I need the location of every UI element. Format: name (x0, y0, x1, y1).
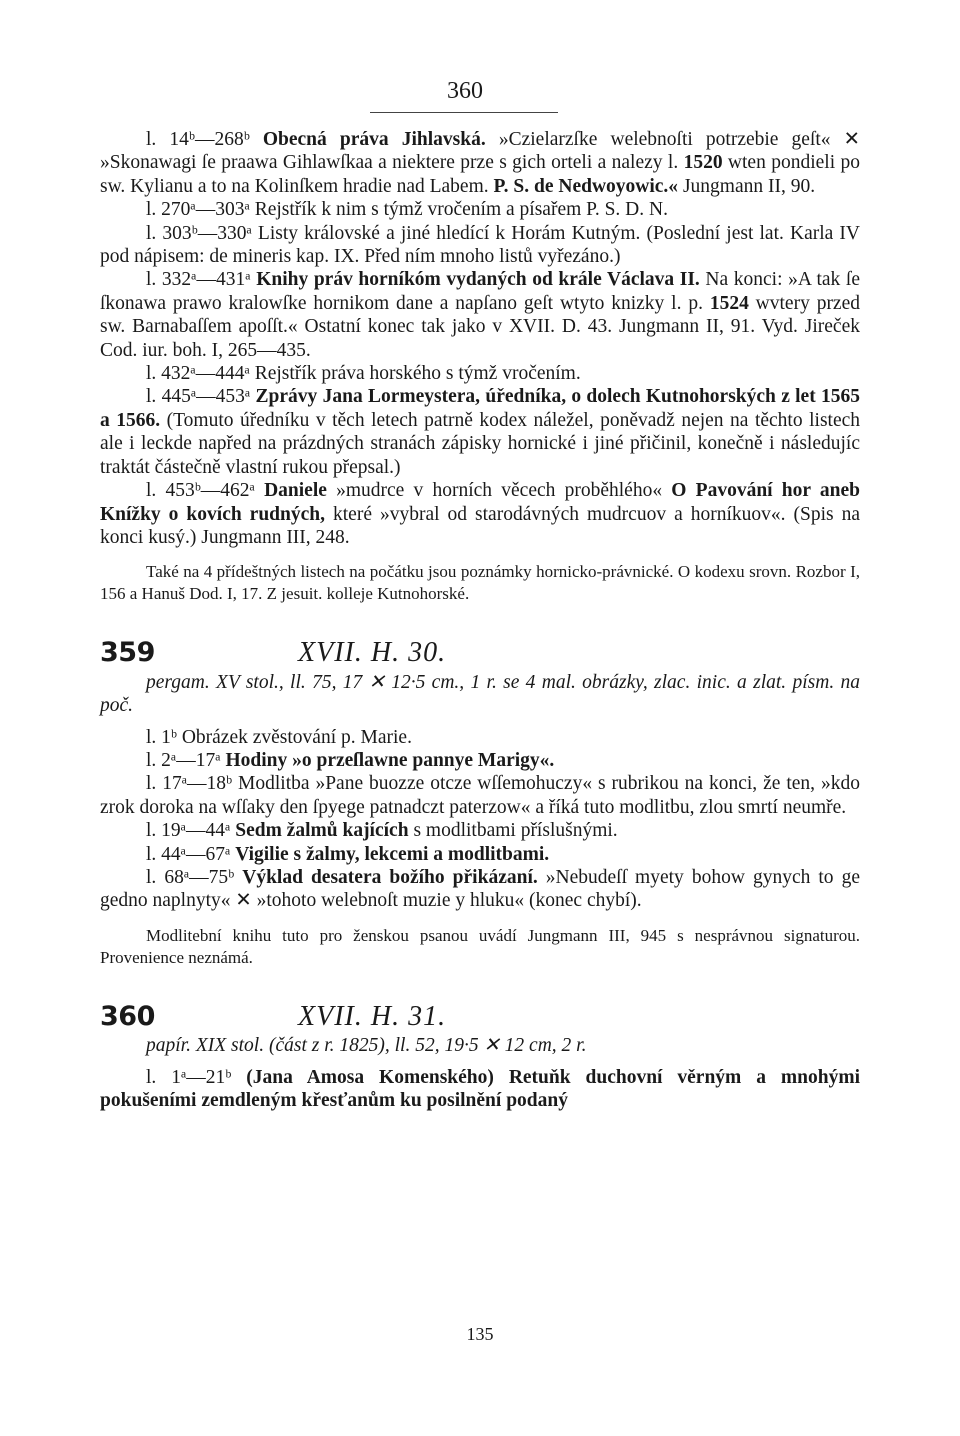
entry-text: l. 453ᵇ—462ᵃ (146, 480, 265, 502)
entry-text: l. 270ᵃ—303ᵃ Rejstřík k nim s týmž vročením a písařem P. S. D. N. (146, 199, 668, 221)
section-signature: XVII. H. 31. (298, 1000, 447, 1032)
entry-paragraph (100, 268, 860, 362)
entry-text: l. 303ᵇ—330ᵃ Listy královské a jiné hledící k Horám Kutným. (Poslední jest lat. Karla IV pod nápisem: de mineris kap. IX. Před ním mnoho listů vyřezáno.) (100, 222, 860, 268)
entry-paragraph (100, 479, 860, 549)
note-top: Také na 4 přídeštných listech na počátku jsou poznámky hornicko-právnické. O kodexu srovn. Rozbor I, 156 a Hanuš Dod. I, 17. Z jesuit. kolleje Kutnohorské. (100, 562, 860, 604)
entries-top (100, 128, 860, 549)
entry-bold-text: Vigilie s žalmy, lekcemi a modlitbami. (235, 843, 550, 865)
entry-text: l. 445ᵃ—453ᵃ (146, 386, 256, 408)
entry-text: Jungmann II, 90. (678, 175, 816, 197)
entry-text: l. 1ᵃ—21ᵇ (146, 1066, 247, 1088)
entry-paragraph (100, 362, 860, 385)
entry-paragraph (100, 222, 860, 269)
entry-bold-text: Sedm žalmů kajících (235, 820, 409, 842)
entry-paragraph (100, 726, 860, 749)
entry-bold-text: Zprávy Jana Lormeystera, úředníka, o dolech Kutnohorských z let 1565 a 1566. (100, 386, 860, 431)
section-number: 359 (100, 637, 155, 669)
section-description: papír. XIX stol. (část z r. 1825), ll. 52, 19·5 ✕ 12 cm, 2 r. (146, 1035, 587, 1057)
entry-text: které »vybral od starodávných mudrcuov a horníkuov«. (Spis na konci kusý.) Jungmann III, 248. (100, 503, 861, 548)
section-heading-360 (100, 1000, 860, 1032)
page-content (100, 128, 860, 1112)
entry-text: l. 44ᵃ—67ᵃ (146, 843, 236, 865)
entry-bold-text: (Jana Amosa Komenského) Retuňk duchovní věrným a mnohými pokušeními zemdleným křesťanům ku posilnění podaný (100, 1066, 860, 1111)
entry-paragraph (100, 866, 860, 913)
entry-text: Na konci: »A tak ſe ſkonawa prawo kralowſke hornikom dane a napſano geſt wtyto knizky l. p. (100, 269, 860, 314)
entry-bold-text: O Pavování hor aneb Knížky o kovích rudných, (100, 480, 860, 525)
note-359: Modlitební knihu tuto pro ženskou psanou uvádí Jungmann III, 945 s nesprávnou signaturou. Provenience neznámá. (100, 925, 860, 967)
entry-paragraph (100, 772, 860, 819)
entry-text: »Nebudeſſ myety bohow gynych to ge gedno naplnyty« ✕ »tohoto welebnoſt muzie y hluku« (konec chybí). (100, 866, 860, 912)
entry-text: wten pondieli po sw. Kylianu a to na Kolinſkem hradie nad Labem. (100, 152, 860, 197)
entry-paragraph (100, 843, 860, 866)
entry-text: l. 432ᵃ—444ᵃ Rejstřík práva horského s týmž vročením. (146, 363, 581, 385)
section-number: 360 (100, 1000, 155, 1032)
entry-text: l. 332ᵃ—431ᵃ (146, 269, 257, 291)
entry-paragraph (100, 385, 860, 479)
entry-text: wvtery przed sw. Barnabaſſem apoſſt.« Ostatní konec tak jako v XVII. D. 43. Jungmann II, 91. Vyd. Jireček Cod. iur. boh. I, 265—435. (100, 292, 860, 361)
entry-bold-text: Výklad desatera božího přikázaní. (242, 866, 538, 888)
entry-bold-text: Hodiny »o przeſlawne pannye Marigy«. (225, 749, 555, 771)
entry-text: »mudrce v horních věcech proběhlého« (326, 480, 672, 502)
page-number-rule (370, 112, 558, 113)
entry-bold-text: 1520 (683, 152, 723, 174)
entry-paragraph (100, 1066, 860, 1113)
entry-paragraph (100, 198, 860, 221)
entry-text: l. 68ᵃ—75ᵇ (146, 866, 243, 888)
entry-text: s modlitbami příslušnými. (408, 820, 618, 842)
page-number: 360 (447, 78, 483, 104)
entries-359 (100, 726, 860, 913)
entries-360 (100, 1066, 860, 1113)
entry-paragraph (100, 128, 860, 198)
section-heading-359 (100, 637, 860, 669)
entry-paragraph (100, 749, 860, 772)
entry-bold-text: 1524 (709, 292, 749, 314)
entry-text: l. 2ᵃ—17ᵃ (146, 749, 226, 771)
section-description: pergam. XV stol., ll. 75, 17 ✕ 12·5 cm., 1 r. se 4 mal. obrázky, zlac. inic. a zlat. písm. na poč. (100, 671, 860, 717)
entry-bold-text: Obecná práva Jihlavská. (262, 129, 486, 150)
entry-text: l. 19ᵃ—44ᵃ (146, 820, 236, 842)
entry-bold-text: P. S. de Nedwoyowic.« (493, 175, 679, 197)
entry-text: l. 1ᵇ Obrázek zvěstování p. Marie. (146, 726, 412, 748)
entry-bold-text: Knihy práv horníkóm vydaných od krále Václava II. (256, 269, 700, 291)
footer-page-number: 135 (466, 1324, 494, 1344)
entry-bold-text: Daniele (264, 480, 327, 502)
entry-text: (Tomuto úředníku v těch letech patrně kodex náležel, poněvadž nejen na těchto listech ale i leckde napřed na prázdných stranách zápisky hornické i jiné přičinil, konečně i následujíc traktát částečně vlastní rukou přepsal.) (100, 409, 861, 478)
entry-paragraph (100, 819, 860, 842)
section-signature: XVII. H. 30. (298, 637, 447, 669)
entry-text: l. 14ᵇ—268ᵇ (146, 129, 263, 150)
entry-text: l. 17ᵃ—18ᵇ Modlitba »Pane buozze otcze wſſemohuczy« s rubrikou na konci, že ten, »kdo zrok doroka na wſſaky den ſpyege patnadczt paterzow« a říká tuto modlitbu, zlou smrtí neumře. (100, 773, 860, 818)
entry-text: »Czielarzſke welebnoſti potrzebie geſt« ✕ »Skonawagi ſe praawa Gihlawſkaa a niektere prze s gich orteli a nalezy l. (100, 129, 860, 174)
